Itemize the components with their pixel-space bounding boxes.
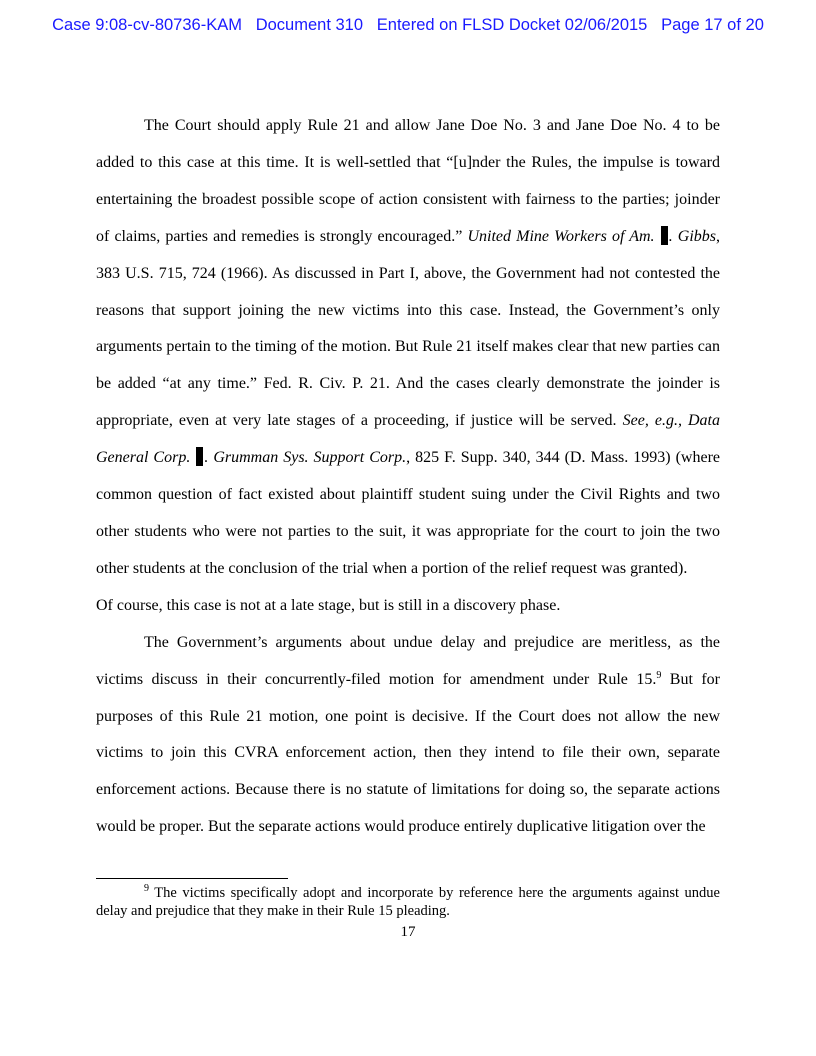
document-body xyxy=(96,108,720,846)
footnote-9 xyxy=(96,884,720,920)
footnote-divider xyxy=(96,878,288,879)
case-citation-italic: See, e.g., Data General Corp. xyxy=(96,412,720,467)
case-citation-italic: . Gibbs xyxy=(668,227,717,245)
paragraph-text: , 383 U.S. 715, 724 (1966). As discussed in Part I, above, the Government had not contested the reasons that support joining the new victims into this case. Instead, the Government’s only arguments pertain to the timing of the motion. But Rule 21 itself makes clear that new parties can be added “at any time.” Fed. R. Civ. P. 21. And the cases clearly demonstrate the joinder is appropriate, even at very late stages of a proceeding, if justice will be served. xyxy=(96,227,721,430)
paragraph-text: The Government’s arguments about undue delay and prejudice are meritless, as the victims discuss in their concurrently-filed motion for amendment under Rule 15. xyxy=(96,633,720,688)
case-citation-italic: . Grumman Sys. Support Corp. xyxy=(204,449,407,467)
paragraph-text: , 825 F. Supp. 340, 344 (D. Mass. 1993) (where common question of fact existed about plaintiff student suing under the Civil Rights and two other students who were not parties to the suit, it was appropriate for the court to join the two other students at the conclusion of the trial when a portion of the relief request was granted). xyxy=(96,449,721,577)
redaction-block xyxy=(196,447,203,466)
paragraph-text: The Court should apply Rule 21 and allow Jane Doe No. 3 and Jane Doe No. 4 to be added to this case at this time. It is well-settled that “[u]nder the Rules, the impulse is toward entertaining the broadest possible scope of action consistent with fairness to the parties; joinder of claims, parties and remedies is strongly encouraged.” xyxy=(96,117,720,245)
footnote-reference[interactable]: 9 xyxy=(656,669,662,681)
page-number: 17 xyxy=(400,924,416,940)
paragraph-rule-21-joinder xyxy=(96,108,720,588)
footnote-text: The victims specifically adopt and incorporate by reference here the arguments against undue delay and prejudice that they make in their Rule 15 pleading. xyxy=(96,885,720,919)
redaction-block xyxy=(661,226,668,245)
footnote-number: 9 xyxy=(144,883,149,894)
paragraph-discovery-phase: Of course, this case is not at a late stage, but is still in a discovery phase. xyxy=(96,596,561,614)
case-citation-italic: United Mine Workers of Am. xyxy=(467,227,655,245)
paragraph-text: But for purposes of this Rule 21 motion, one point is decisive. If the Court does not allow the new victims to join this CVRA enforcement action, then they intend to file their own, separate enforcement actions. Because there is no statute of limitations for doing so, the separate actions would be proper. But the separate actions would produce entirely duplicative litigation over the xyxy=(96,670,720,836)
docket-header: Case 9:08-cv-80736-KAM Document 310 Entered on FLSD Docket 02/06/2015 Page 17 of 20 xyxy=(52,16,764,34)
paragraph-undue-delay xyxy=(96,625,720,846)
